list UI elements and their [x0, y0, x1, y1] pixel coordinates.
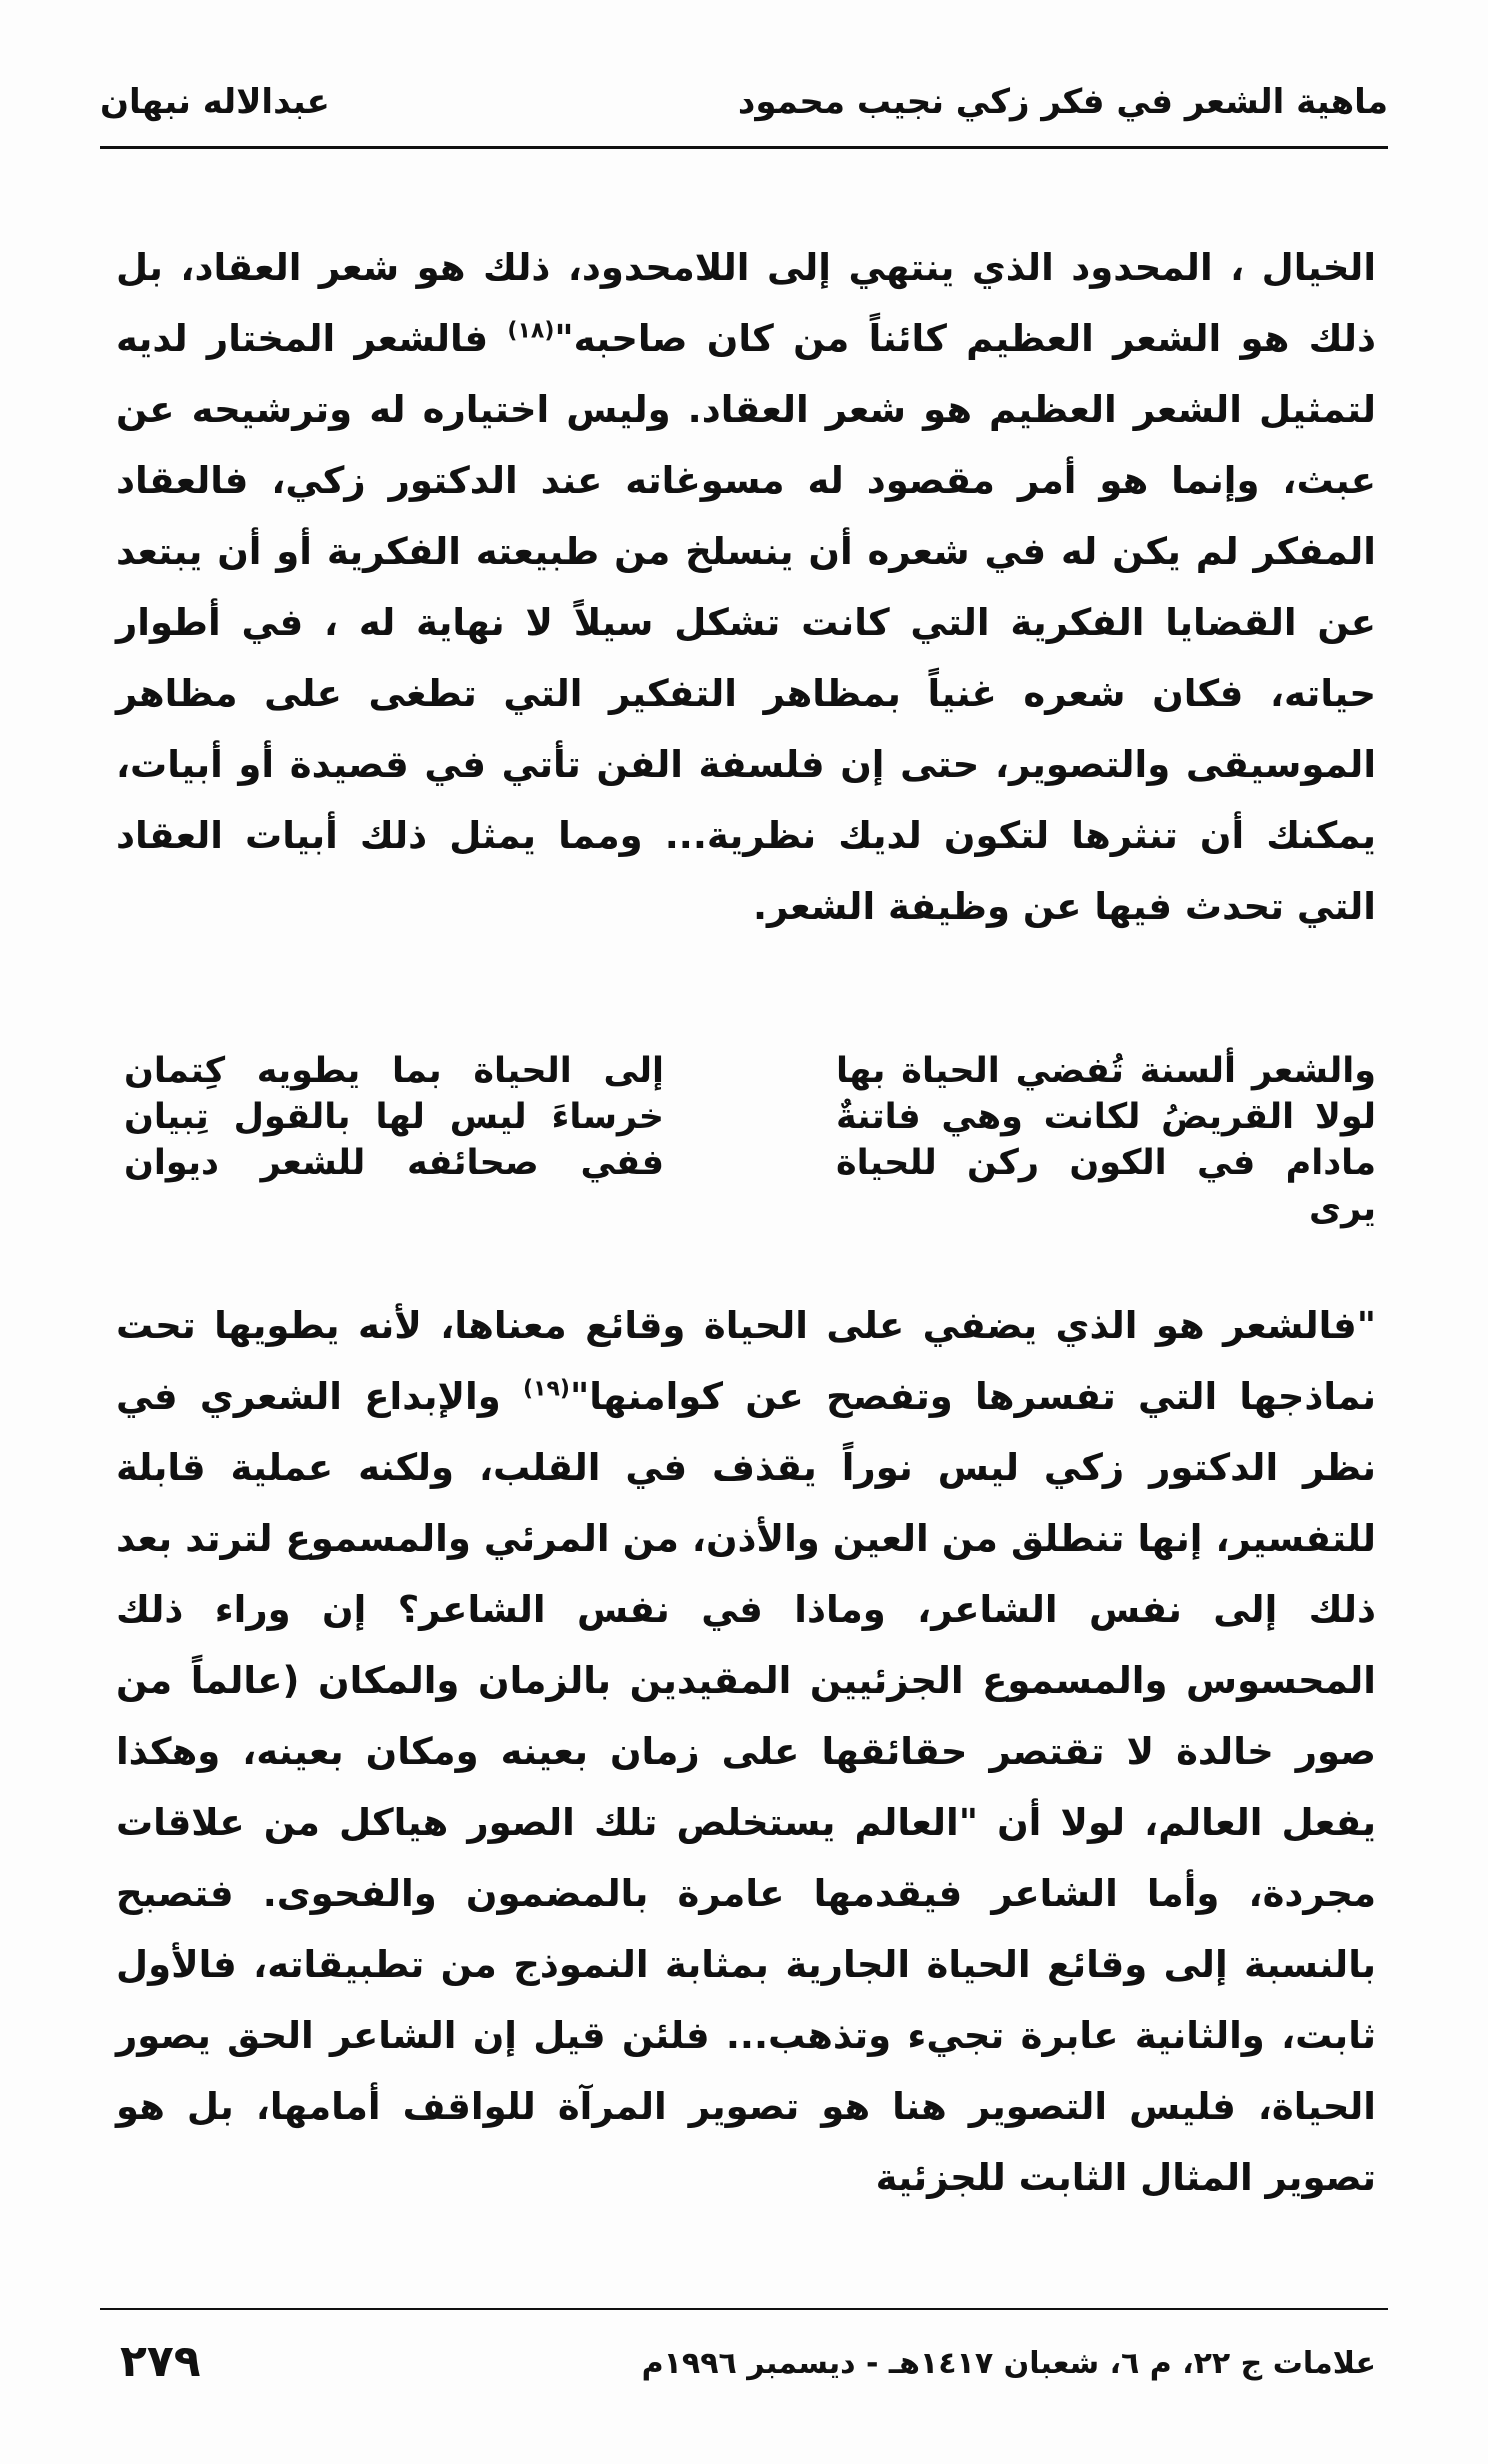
poem-verse-1-second-hemistich: إلى الحياة بما يطويه كِتمان: [124, 1051, 664, 1091]
poem-verse-2: [116, 1094, 1376, 1140]
poem-verse-1-first-hemistich: والشعر ألسنة تُفضي الحياة بها: [836, 1051, 1376, 1091]
paragraph-1: [116, 232, 1376, 942]
running-header: [100, 78, 1388, 134]
poem-verse-3: [116, 1140, 1376, 1229]
paragraph-1-text-a: الخيال ، المحدود الذي ينتهي إلى اللامحدود، ذلك هو شعر العقاد، بل ذلك هو الشعر العظيم كائناً من كان صاحبه": [116, 246, 1376, 360]
poem-block: [116, 1048, 1376, 1229]
header-title: ماهية الشعر في فكر زكي نجيب محمود: [737, 82, 1388, 122]
poem-verse-2-first-hemistich: لولا القريضُ لكانت وهي فاتنةٌ: [836, 1097, 1376, 1137]
running-footer: [100, 2336, 1376, 2396]
header-author: عبدالاله نبهان: [100, 82, 330, 122]
poem-verse-3-first-hemistich: مادام في الكون ركن للحياة يرى: [836, 1143, 1376, 1229]
footnote-ref-18: (١٨): [507, 318, 555, 344]
journal-citation: علامات ج ٢٢، م ٦، شعبان ١٤١٧هـ - ديسمبر ١٩٩٦م: [641, 2346, 1376, 2381]
paragraph-2-text-b: والإبداع الشعري في نظر الدكتور زكي ليس نوراً يقذف في القلب، ولكنه عملية قابلة للتفسير، إنها تنطلق من العين والأذن، من المرئي والمسموع لترتد بعد ذلك إلى نفس الشاعر، وماذا في نفس الشاعر؟ إن وراء ذلك المحسوس والمسموع الجزئيين المقيدين بالزمان والمكان (عالماً من صور خالدة لا تقتصر حقائقها على زمان بعينه ومكان بعينه، وهكذا يفعل العالم، لولا أن "العالم يستخلص تلك الصور هياكل من علاقات مجردة، وأما الشاعر فيقدمها عامرة بالمضمون والفحوى. فتصبح بالنسبة إلى وقائع الحياة الجارية بمثابة النموذج من تطبيقاته، فالأول ثابت، والثانية عابرة تجيء وتذهب... فلئن قيل إن الشاعر الحق يصور الحياة، فليس التصوير هنا هو تصوير المرآة للواقف أمامها، بل هو تصوير المثال الثابت للجزئية: [116, 1375, 1376, 2199]
footnote-ref-19: (١٩): [522, 1376, 570, 1402]
page-number: ٢٧٩: [120, 2336, 201, 2387]
paragraph-2: [116, 1290, 1376, 2213]
header-divider: [100, 146, 1388, 149]
poem-verse-2-second-hemistich: خرساءَ ليس لها بالقول تِبيان: [124, 1097, 664, 1137]
paragraph-1-text-b: فالشعر المختار لديه لتمثيل الشعر العظيم هو شعر العقاد. وليس اختياره له وترشيحه عن عبث، وإنما هو أمر مقصود له مسوغاته عند الدكتور زكي، فالعقاد المفكر لم يكن له في شعره أن ينسلخ من طبيعته الفكرية أو أن يبتعد عن القضايا الفكرية التي كانت تشكل سيلاً لا نهاية له ، في أطوار حياته، فكان شعره غنياً بمظاهر التفكير التي تطغى على مظاهر الموسيقى والتصوير، حتى إن فلسفة الفن تأتي في قصيدة أو أبيات، يمكنك أن تنثرها لتكون لديك نظرية... ومما يمثل ذلك أبيات العقاد التي تحدث فيها عن وظيفة الشعر.: [116, 317, 1376, 928]
poem-verse-3-second-hemistich: ففي صحائفه للشعر ديوان: [124, 1143, 664, 1183]
poem-verse-1: [116, 1048, 1376, 1094]
footer-divider: [100, 2308, 1388, 2310]
paragraph-2-text-a: "فالشعر هو الذي يضفي على الحياة وقائع معناها، لأنه يطويها تحت نماذجها التي تفسرها وتفصح عن كوامنها": [116, 1304, 1376, 1418]
